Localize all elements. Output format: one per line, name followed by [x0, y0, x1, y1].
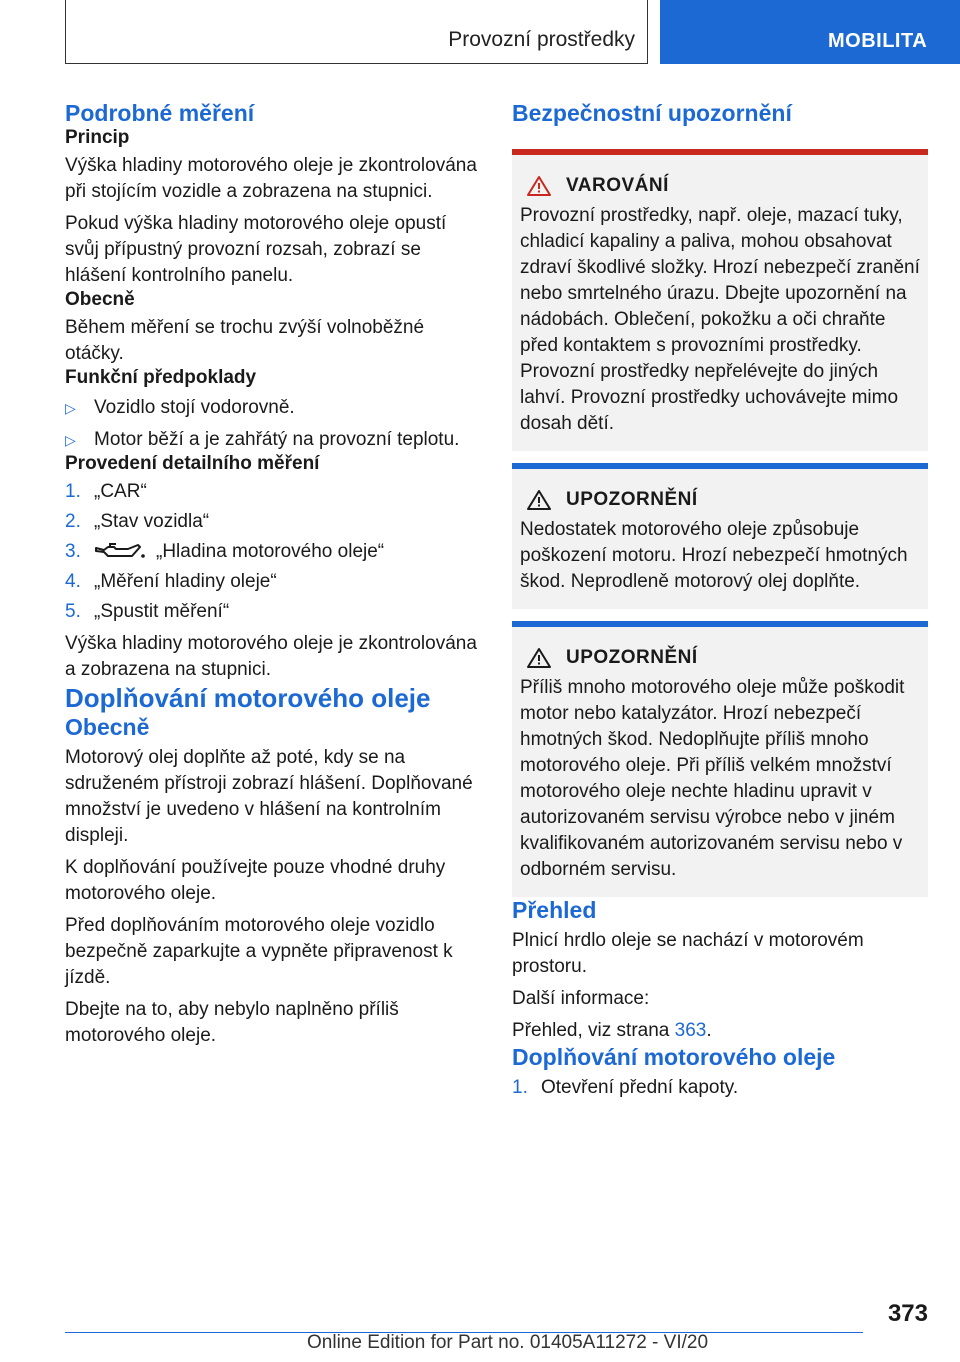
footer-edition: Online Edition for Part no. 01405A11272 - VI/20 — [307, 1332, 709, 1353]
principle-text-1: Výška hladiny motorového oleje je zkontrolována při stojícím vozidle a zobrazena na stupnici. — [65, 155, 477, 202]
step-number: 3. — [65, 541, 81, 562]
heading-general: Obecně — [65, 289, 135, 310]
triangle-bullet-icon: ▷ — [65, 400, 76, 416]
warning-triangle-icon — [526, 647, 552, 669]
heading-oil-filling: Doplňování motorového oleje — [65, 683, 431, 713]
general-text: Během měření se trochu zvýší volnoběžné otáčky. — [65, 317, 425, 364]
requirement-text: Motor běží a je zahřátý na provozní teplotu. — [94, 429, 460, 450]
heading-procedure: Provedení detailního měření — [65, 453, 320, 474]
filling-text-1: Motorový olej doplňte až poté, kdy se na sdruženém přístroji zobrazí hlášení. Doplňované množství je uvedeno v hlášení na kontrolním displeji. — [65, 747, 473, 846]
step-number: 1. — [65, 481, 81, 502]
warning-box — [512, 149, 928, 451]
requirement-text: Vozidlo stojí vodorovně. — [94, 397, 295, 418]
right-column — [512, 100, 928, 1101]
step-text: „Stav vozidla“ — [94, 511, 210, 532]
warning-triangle-icon — [526, 175, 552, 197]
notice-text: Nedostatek motorového oleje způsobuje poškození motoru. Hrozí nebezpečí hmotných škod. Neprodleně motorový olej doplňte. — [520, 519, 908, 592]
header-chapter-title: MOBILITA — [828, 30, 928, 52]
filling-text-3: Před doplňováním motorového oleje vozidlo bezpečně zaparkujte a vypněte připravenost k jízdě. — [65, 915, 453, 988]
step-text: „CAR“ — [94, 481, 147, 502]
filling-text-4: Dbejte na to, aby nebylo naplněno příliš motorového oleje. — [65, 999, 399, 1046]
principle-text-2: Pokud výška hladiny motorového oleje opustí svůj přípustný provozní rozsah, zobrazí se hlášení kontrolního panelu. — [65, 213, 447, 286]
heading-principle: Princip — [65, 127, 130, 148]
heading-safety-notes: Bezpečnostní upozornění — [512, 100, 792, 126]
header-section-title: Provozní prostředky — [448, 28, 635, 51]
heading-requirements: Funkční předpoklady — [65, 367, 257, 388]
page-reference: Přehled, viz strana 363. — [512, 1020, 712, 1041]
header-chapter-tab — [660, 0, 960, 64]
more-info-label: Další informace: — [512, 988, 650, 1009]
step-number: 5. — [65, 601, 81, 622]
step-text: „Hladina motorového oleje“ — [156, 541, 385, 562]
heading-detailed-measurement: Podrobné měření — [65, 100, 255, 126]
page-reference-link[interactable]: 363 — [674, 1020, 707, 1041]
list-item — [65, 599, 477, 625]
list-item — [65, 479, 477, 505]
left-column — [65, 100, 477, 1049]
step-number: 4. — [65, 571, 81, 592]
notice-box — [512, 463, 928, 609]
page-number: 373 — [887, 1300, 928, 1327]
notice-title: UPOZORNĚNÍ — [566, 647, 698, 668]
heading-overview: Přehled — [512, 897, 597, 923]
oil-can-icon — [94, 542, 148, 562]
overview-text: Plnicí hrdlo oleje se nachází v motorovém prostoru. — [512, 930, 864, 977]
filling-text-2: K doplňování používejte pouze vhodné druhy motorového oleje. — [65, 857, 446, 904]
list-item — [65, 509, 477, 535]
step-text: Otevření přední kapoty. — [541, 1077, 739, 1098]
step-text: „Měření hladiny oleje“ — [94, 571, 277, 592]
heading-oil-filling-steps: Doplňování motorového oleje — [512, 1044, 836, 1070]
step-number: 2. — [65, 511, 81, 532]
heading-filling-general: Obecně — [65, 714, 150, 740]
warning-triangle-icon — [526, 489, 552, 511]
header-section-box — [65, 0, 648, 64]
triangle-bullet-icon: ▷ — [65, 432, 76, 448]
list-item — [65, 539, 477, 565]
step-text: „Spustit měření“ — [94, 601, 230, 622]
list-item — [65, 427, 477, 453]
notice-title: UPOZORNĚNÍ — [566, 489, 698, 510]
notice-text: Příliš mnoho motorového oleje může poškodit motor nebo katalyzátor. Hrozí nebezpečí hmotných škod. Nedoplňujte příliš mnoho motorového oleje. Při příliš velkém množství motorového oleje nechte hladinu upravit v autorizovaném servisu výrobce nebo v jiném kvalifikovaném autorizovaném servisu nebo v odborném servisu. — [520, 677, 905, 880]
procedure-result-text: Výška hladiny motorového oleje je zkontrolována a zobrazena na stupnici. — [65, 633, 477, 680]
warning-text: Provozní prostředky, např. oleje, mazací tuky, chladicí kapaliny a paliva, mohou obsahovat zdraví škodlivé složky. Hrozí nebezpečí zranění nebo smrtelného úrazu. Dbejte upozornění na nádobách. Oblečení, pokožku a oči chraňte před kontaktem s provozními prostředky. Provozní prostředky nepřelévejte do jiných lahví. Provozní prostředky uchovávejte mimo dosah dětí. — [520, 205, 920, 434]
warning-title: VAROVÁNÍ — [566, 175, 669, 196]
step-number: 1. — [512, 1077, 528, 1098]
list-item — [65, 569, 477, 595]
list-item — [512, 1075, 928, 1101]
list-item — [65, 395, 477, 421]
notice-box — [512, 621, 928, 897]
